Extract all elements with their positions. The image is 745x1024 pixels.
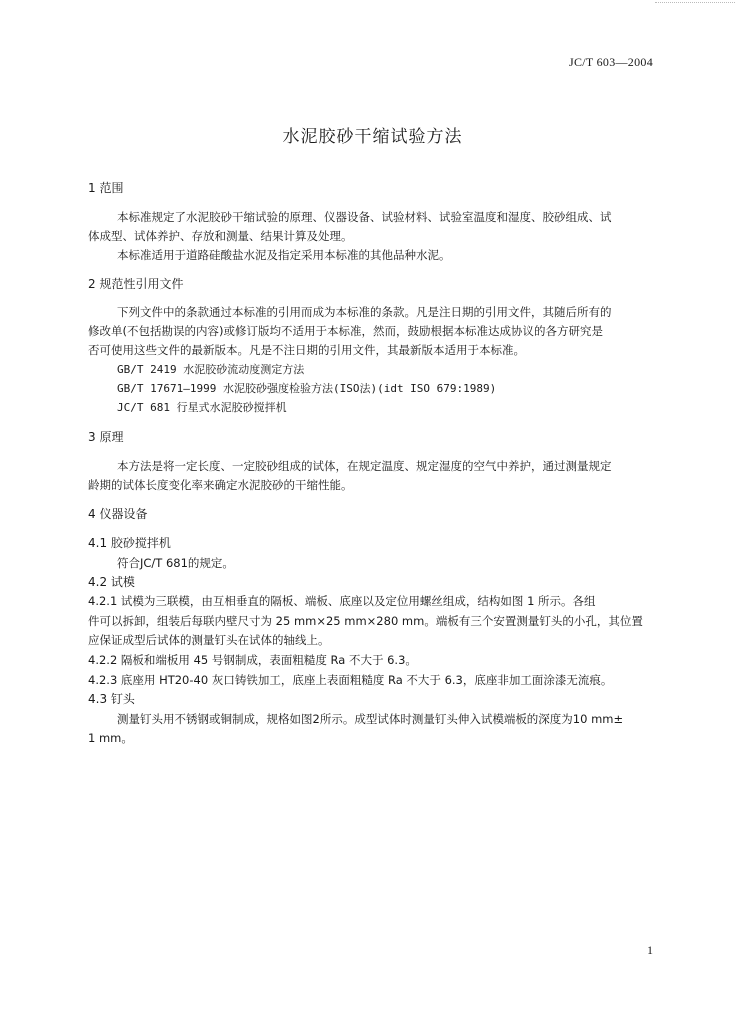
- page-title: 水泥胶砂干缩试验方法: [282, 127, 463, 147]
- section-3-heading: 3 原理: [88, 430, 124, 444]
- paragraph-line: 4.2.1 试模为三联模，由互相垂直的隔板、端板、底座以及定位用螺丝组成，结构如图 1 所示。各组: [88, 594, 596, 608]
- standard-code: JC/T 603—2004: [568, 55, 653, 69]
- scan-artifact: [655, 2, 735, 9]
- reference-item: GB/T 2419 水泥胶砂流动度测定方法: [117, 363, 305, 376]
- paragraph-line: 应保证成型后试体的测量钉头在试体的轴线上。: [88, 633, 330, 647]
- paragraph-line: 1 mm。: [88, 731, 133, 745]
- section-4-1-heading: 4.1 胶砂搅拌机: [88, 536, 171, 550]
- paragraph-line: 4.2.2 隔板和端板用 45 号钢制成，表面粗糙度 Ra 不大于 6.3。: [88, 653, 417, 667]
- section-2-heading: 2 规范性引用文件: [88, 277, 184, 291]
- section-4-heading: 4 仪器设备: [88, 507, 148, 521]
- section-4-2-heading: 4.2 试模: [88, 575, 135, 589]
- section-1-heading: 1 范围: [88, 181, 124, 195]
- paragraph-line: 下列文件中的条款通过本标准的引用而成为本标准的条款。凡是注日期的引用文件，其随后所有的: [117, 305, 612, 319]
- reference-item: GB/T 17671—1999 水泥胶砂强度检验方法(ISO法)(idt ISO 679:1989): [117, 382, 497, 395]
- paragraph-line: 本标准规定了水泥胶砂干缩试验的原理、仪器设备、试验材料、试验室温度和湿度、胶砂组成、试: [117, 210, 612, 224]
- paragraph-line: 龄期的试体长度变化率来确定水泥胶砂的干缩性能。: [88, 478, 353, 492]
- paragraph-line: 否可使用这些文件的最新版本。凡是不注日期的引用文件，其最新版本适用于本标准。: [88, 343, 525, 357]
- section-4-3-heading: 4.3 钉头: [88, 692, 135, 706]
- reference-item: JC/T 681 行星式水泥胶砂搅拌机: [117, 401, 287, 414]
- paragraph-line: 体成型、试体养护、存放和测量、结果计算及处理。: [88, 229, 353, 243]
- paragraph-line: 修改单(不包括勘误的内容)或修订版均不适用于本标准，然而，鼓励根据本标准达成协议的各方研究是: [88, 324, 603, 338]
- paragraph-line: 符合JC/T 681的规定。: [117, 556, 234, 570]
- paragraph-line: 本标准适用于道路硅酸盐水泥及指定采用本标准的其他品种水泥。: [117, 248, 451, 262]
- paragraph-line: 本方法是将一定长度、一定胶砂组成的试体，在规定温度、规定湿度的空气中养护，通过测量规定: [117, 459, 612, 473]
- paragraph-line: 测量钉头用不锈钢或铜制成，规格如图2所示。成型试体时测量钉头伸入试模端板的深度为10 mm±: [117, 712, 624, 726]
- paragraph-line: 件可以拆卸，组装后每联内壁尺寸为 25 mm×25 mm×280 mm。端板有三个安置测量钉头的小孔，其位置: [88, 614, 643, 628]
- page-number: 1: [647, 943, 653, 957]
- paragraph-line: 4.2.3 底座用 HT20-40 灰口铸铁加工，底座上表面粗糙度 Ra 不大于 6.3，底座非加工面涂漆无流痕。: [88, 673, 613, 687]
